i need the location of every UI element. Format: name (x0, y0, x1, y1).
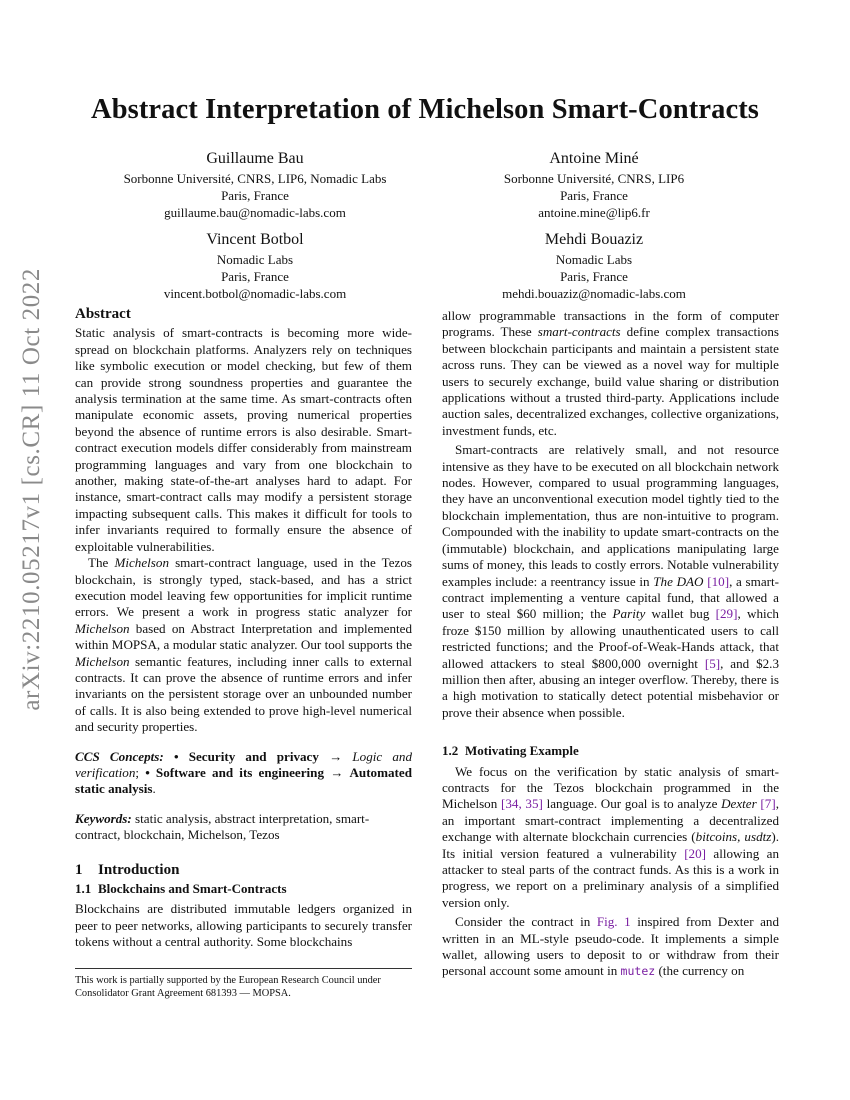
author-name: Vincent Botbol (206, 231, 304, 248)
author-name: Mehdi Bouaziz (544, 231, 644, 248)
ccs-concepts: CCS Concepts: • Security and privacy → Logic and verification; • Software and its engineering → Automated static analysis. (75, 748, 413, 797)
right-column (442, 308, 779, 980)
citation-link[interactable]: [10] (707, 573, 730, 589)
body-paragraph-2: Smart-contracts are relatively small, and not resource intensive as they have to be executed on all blockchain network nodes. However, compared to usual programming languages, they have an unconventional execution model tightly tied to the blockchain implementation, thus are non-intuitive to program. Compounded with the inability to update smart-contracts on the (immutable) blockchain, and applications manipulating large sums of money, this leads to costly errors. Notable vulnerability examples include: a reentrancy issue in The DAO [10], a smart-contract implementing a venture capital fund, that allowed a user to steal $60 million; the Parity wallet bug [29], which froze $150 million by allowing unauthenticated users to call restricted functions; and the Proof-of-Weak-Hands attack, that allowed attackers to steal $800,000 overnight [5], and $2.3 million then after, abusing an integer overflow. Thereby, there is a high motivation to statically detect potential misbehavior or prove their absence when possible. (442, 442, 779, 720)
subsection-1-2-heading: 1.2 Motivating Example (442, 743, 579, 759)
author-location: Paris, France (560, 269, 628, 284)
author-location: Paris, France (221, 188, 289, 203)
keywords: Keywords: static analysis, abstract interpretation, smart-contract, blockchain, Michelson, Tezos (75, 810, 370, 843)
citation-link[interactable]: [20] (684, 845, 707, 861)
citation-link[interactable]: [7] (760, 796, 776, 812)
figure-link[interactable]: Fig. 1 (596, 914, 631, 930)
subsection-1-1-heading: 1.1 Blockchains and Smart-Contracts (75, 881, 287, 896)
author-affiliation: Sorbonne Université, CNRS, LIP6 (503, 171, 685, 186)
author-name: Antoine Miné (549, 150, 639, 167)
left-column (75, 306, 412, 951)
author-block (90, 229, 420, 302)
author-block (90, 148, 420, 221)
body-paragraph-1: allow programmable transactions in the form of computer programs. These smart-contracts define complex transactions between blockchain participants and maintain a persistent state across runs. They can be viewed as a novel way for multiple users to securely exchange, build value sharing or distribution applications without a trusted third-party. Applications include auction sales, decentralized exchanges, collective organizations, investment funds, etc. (442, 308, 779, 438)
author-email[interactable]: mehdi.bouaziz@nomadic-labs.com (502, 286, 686, 301)
author-block (429, 229, 759, 302)
footnote: This work is partially supported by the European Research Council under Consolidator Grant Agreement 681393 — MOPSA. (75, 968, 412, 1000)
abstract-paragraph-1: Static analysis of smart-contracts is becoming more wide-spread on blockchain platforms. Analyzers rely on techniques like symbolic execution or model checking, but few of them can provide strong soundness properties and guarantee the analysis termination at the same time. As smart-contracts often manipulate economic assets, proving numerical properties beyond the absence of runtime errors is also desirable. Smart-contract execution models differ considerably from mainstream programming languages and vary from one blockchain to another, making state-of-the-art analyses hard to adapt. For instance, smart-contract calls may modify a persistent storage impacting subsequent calls. This makes it difficult for tools to infer invariants required to formally ensure the absence of exploitable vulnerabilities. (75, 325, 412, 554)
author-name: Guillaume Bau (206, 150, 304, 167)
paper-title: Abstract Interpretation of Michelson Smart-Contracts (91, 94, 759, 125)
author-affiliation: Nomadic Labs (216, 252, 294, 267)
citation-link[interactable]: [29] (715, 606, 738, 622)
body-paragraph-3: We focus on the verification by static analysis of smart-contracts for the Tezos blockchain programmed in the Michelson [34, 35] language. Our goal is to analyze Dexter [7], an important smart-contract implementing a decentralized exchange with alternate blockchain currencies (bitcoins, usdtz). Its initial version featured a vulnerability [20] allowing an attacker to steal parts of the contract funds. As this is a work in progress, we report on a preliminary analysis of a simplified version only. (442, 763, 779, 910)
author-location: Paris, France (560, 188, 628, 203)
citation-link[interactable]: [5] (704, 655, 721, 671)
abstract-heading: Abstract (75, 306, 131, 322)
body-paragraph-4: Consider the contract in Fig. 1 inspired from Dexter and written in an ML-style pseudo-code. It implements a simple wallet, allowing users to deposit to or withdraw from their personal account some amount in mutez (the currency on (442, 914, 779, 979)
author-block (429, 148, 759, 221)
author-email[interactable]: vincent.botbol@nomadic-labs.com (163, 286, 347, 301)
arxiv-identifier: arXiv:2210.05217v1 [cs.CR] 11 Oct 2022 (18, 268, 45, 711)
citation-link[interactable]: [34, 35] (500, 796, 543, 812)
author-affiliation: Sorbonne Université, CNRS, LIP6, Nomadic Labs (123, 171, 387, 186)
section-introduction-heading: 1 Introduction (75, 861, 180, 878)
author-email[interactable]: guillaume.bau@nomadic-labs.com (164, 205, 346, 220)
author-affiliation: Nomadic Labs (555, 252, 633, 267)
code-mutez: mutez (620, 964, 656, 979)
abstract-paragraph-2: The Michelson smart-contract language, used in the Tezos blockchain, is strongly typed, stack-based, and has a strict execution model leaving few opportunities for implicit runtime errors. We present a work in progress static analyzer for Michelson based on Abstract Interpretation and implemented within MOPSA, a modular static analyzer. Our tool supports the Michelson semantic features, including inner calls to external contracts. It can prove the absence of runtime errors and infer invariants on the persistent storage over an unbounded number of calls. It is also being extended to prove high-level numerical and security properties. (75, 555, 412, 735)
author-email[interactable]: antoine.mine@lip6.fr (538, 205, 650, 220)
intro-paragraph: Blockchains are distributed immutable ledgers organized in peer to peer networks, allowing participants to securely transfer tokens without a central authority. Some blockchains (75, 901, 412, 950)
author-location: Paris, France (221, 269, 289, 284)
